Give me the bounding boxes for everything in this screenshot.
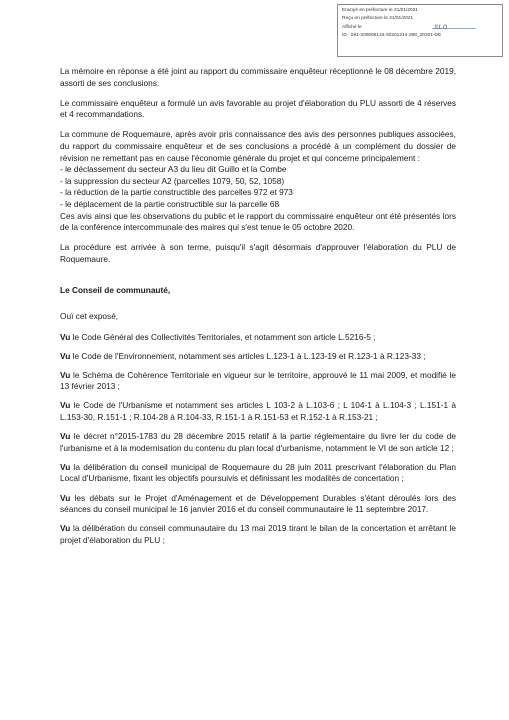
vu-label: Vu xyxy=(60,523,71,534)
citation-text: le Code de l'Environnement, notamment ses articles L.123-1 à L.123-19 et R.123-1 à R.123-33 ; xyxy=(70,350,426,361)
vu-label: Vu xyxy=(60,400,71,411)
citation-item xyxy=(60,351,456,363)
citation-text: la délibération du conseil communautaire du 13 mai 2019 tirant le bilan de la concertation et arrêtant le projet d'élaboration du PLU ; xyxy=(60,523,456,545)
stamp-posted-label: Affiché le xyxy=(342,24,362,30)
citation-text: le Code Général des Collectivités Territoriales, et notamment son article L.5216-5 ; xyxy=(70,331,376,342)
stamp-received-line: Reçu en préfecture le 21/01/2021 xyxy=(342,16,414,22)
vu-label: Vu xyxy=(60,492,71,503)
stamp-id-line: ID : 081-200066124-20201214-298_20201-DE xyxy=(342,33,442,39)
vu-label: Vu xyxy=(60,331,71,342)
vu-label: Vu xyxy=(60,461,71,472)
citation-text: le Code de l'Urbanisme et notamment ses articles L 103-2 à L.103-6 ; L 104-1 à L.104-3 ; L.151-1 à L.153-30, R.151-1 ; R.104-28 à R.104-33, R.151-1 à R.151-53 et R.152-1 à R.153-21 ; xyxy=(60,400,456,423)
vu-label: Vu xyxy=(60,369,71,380)
stamp-sent-line: Envoyé en préfecture le 21/01/2021 xyxy=(342,8,419,13)
citation-text: le décret n°2015-1783 du 28 décembre 2015 relatif à la partie réglementaire du livre Ier du code de l'urbanisme et à la modernisation du contenu du plan local d'urbanisme, notamment le VI de son article 12 ; xyxy=(60,431,456,453)
citation-item xyxy=(60,523,456,546)
citation-item xyxy=(60,431,456,454)
slo-logo: SLO xyxy=(434,24,448,31)
list-item: - le déclassement du secteur A3 du lieu dit Guillo et la Combe xyxy=(60,164,287,175)
intro-paragraph-2: Le commissaire enquêteur a formulé un avis favorable au projet d'élaboration du PLU assorti de 4 réserves et 4 recommandations. xyxy=(60,97,456,120)
vu-label: Vu xyxy=(60,431,71,442)
intro-paragraph-5: La procédure est arrivée à son terme, puisqu'il s'agit désormais d'approuver l'élaboration du PLU de Roquemaure. xyxy=(60,242,456,264)
document-body xyxy=(60,66,456,554)
oui-statement: Ouï cet exposé, xyxy=(60,311,119,321)
citation-item xyxy=(60,493,456,516)
intro-paragraph-1: La mémoire en réponse a été joint au rapport du commissaire enquêteur réceptionné le 08 décembre 2019, assorti de ses conclusions. xyxy=(60,66,456,88)
list-item: - la réduction de la partie constructible des parcelles 972 et 973 xyxy=(60,187,293,198)
citation-item xyxy=(60,332,456,344)
citation-item xyxy=(60,462,456,485)
list-item: - le déplacement de la partie constructible sur la parcelle 68 xyxy=(60,198,280,209)
list-item: - la suppression du secteur A2 (parcelles 1079, 50, 52, 1058) xyxy=(60,175,285,186)
intro-paragraph-3: La commune de Roquemaure, après avoir pris connaissance des avis des personnes publiques associées, du rapport du commissaire enquêteur et de ses conclusions a procédé à un complément du dossier de révision ne remettant pas en cause l'économie générale du projet et qui concerne principalement : xyxy=(60,129,456,163)
prefecture-stamp xyxy=(337,4,503,57)
citation-item xyxy=(60,370,456,393)
citation-text: la délibération du conseil municipal de Roquemaure du 28 juin 2011 prescrivant l'élaboration du Plan Local d'Urbanisme, fixant les objectifs poursuivis et définissant les modalités de concertation ; xyxy=(60,461,456,484)
vu-label: Vu xyxy=(60,350,71,361)
citation-text: le Schéma de Cohérence Territoriale en vigueur sur le territoire, approuvé le 11 mai 2009, et modifié le 13 février 2013 ; xyxy=(60,369,456,392)
intro-paragraph-4: Ces avis ainsi que les observations du public et le rapport du commissaire enquêteur ont été présentés lors de la conférence intercommunale des maires qui s'est tenue le 05 octobre 2020. xyxy=(60,210,456,233)
citation-text: les débats sur le Projet d'Aménagement et de Développement Durables s'étant déroulés lors des séances du conseil municipal le 16 janvier 2016 et du conseil communautaire le 11 septembre 2017. xyxy=(60,492,456,515)
council-heading: Le Conseil de communauté, xyxy=(60,285,171,296)
changes-list xyxy=(60,164,456,210)
citation-item xyxy=(60,400,456,423)
stamp-posted-line xyxy=(342,24,498,32)
